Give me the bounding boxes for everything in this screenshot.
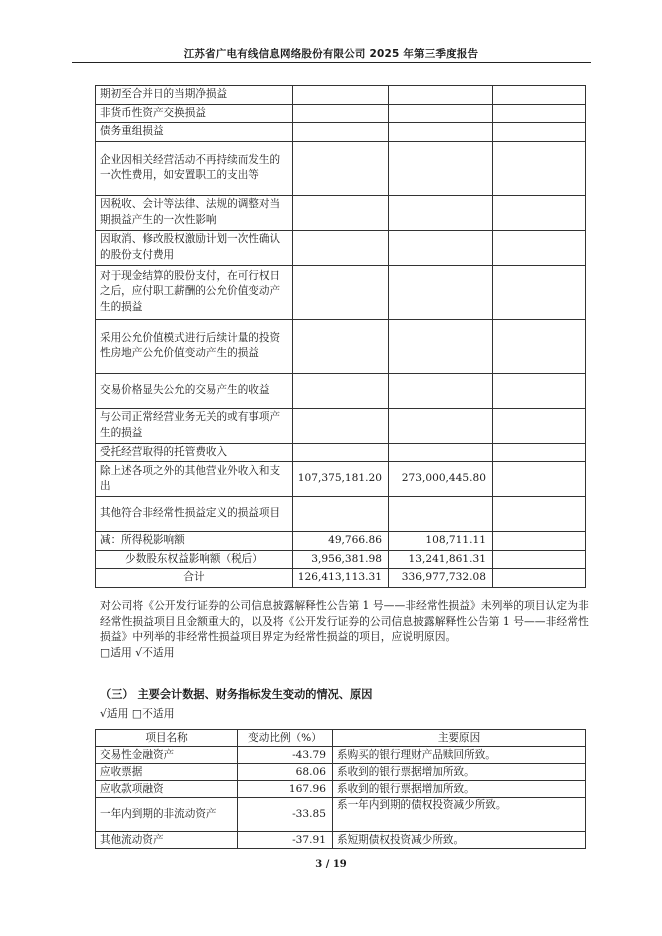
value-ytd — [389, 195, 493, 230]
main-reason: 系一年内到期的债权投资减少所致。 — [333, 798, 586, 832]
change-ratio: -33.85 — [238, 798, 333, 832]
table-row — [96, 123, 586, 142]
value-ytd — [389, 141, 493, 195]
table-row — [96, 764, 586, 781]
header-main-reason: 主要原因 — [333, 730, 586, 747]
table-row — [96, 747, 586, 764]
table-row — [96, 497, 586, 532]
value-note — [493, 265, 586, 319]
table-row — [96, 832, 586, 849]
row-label: 减：所得税影响额 — [96, 532, 293, 551]
table-row — [96, 373, 586, 408]
value-note — [493, 195, 586, 230]
value-note — [493, 569, 586, 588]
change-ratio: -43.79 — [238, 747, 333, 764]
row-label: 受托经营取得的托管费收入 — [96, 443, 293, 462]
table-row — [96, 798, 586, 832]
section-title: （三） 主要会计数据、财务指标发生变动的情况、原因 — [100, 688, 373, 701]
value-current — [293, 141, 389, 195]
value-ytd: 273,000,445.80 — [389, 462, 493, 497]
row-label: 交易价格显失公允的交易产生的收益 — [96, 373, 293, 408]
value-note — [493, 141, 586, 195]
header-item-name: 项目名称 — [96, 730, 238, 747]
row-label: 与公司正常经营业务无关的或有事项产生的损益 — [96, 408, 293, 443]
main-reason: 系购买的银行理财产品赎回所致。 — [333, 747, 586, 764]
disclosure-note: 对公司将《公开发行证券的公司信息披露解释性公告第 1 号——非经常性损益》未列举的项目认定为非经常性损益项目且金额重大的，以及将《公开发行证券的公司信息披露解释性公告第 1 号——非经常性损益》中列举的非经常性损益项目界定为经常性损益的项目，应说明原因。 — [100, 599, 589, 644]
value-ytd — [389, 104, 493, 123]
value-note — [493, 86, 586, 105]
item-name: 交易性金融资产 — [96, 747, 238, 764]
value-current — [293, 443, 389, 462]
row-label: 少数股东权益影响额（税后） — [96, 550, 293, 569]
non-recurring-gains-table — [95, 85, 586, 588]
value-note — [493, 550, 586, 569]
value-note — [493, 497, 586, 532]
value-ytd — [389, 319, 493, 373]
main-reason: 系收到的银行票据增加所致。 — [333, 764, 586, 781]
item-name: 应收票据 — [96, 764, 238, 781]
value-ytd — [389, 123, 493, 142]
row-label: 债务重组损益 — [96, 123, 293, 142]
row-label: 因税收、会计等法律、法规的调整对当期损益产生的一次性影响 — [96, 195, 293, 230]
table-row — [96, 86, 586, 105]
table-row — [96, 462, 586, 497]
row-label: 期初至合并日的当期净损益 — [96, 86, 293, 105]
row-label: 企业因相关经营活动不再持续而发生的一次性费用，如安置职工的支出等 — [96, 141, 293, 195]
value-note — [493, 123, 586, 142]
value-ytd — [389, 230, 493, 265]
item-name: 一年内到期的非流动资产 — [96, 798, 238, 832]
row-label: 采用公允价值模式进行后续计量的投资性房地产公允价值变动产生的损益 — [96, 319, 293, 373]
row-label: 对于现金结算的股份支付，在可行权日之后，应付职工薪酬的公允价值变动产生的损益 — [96, 265, 293, 319]
note-applicability: □适用 √不适用 — [100, 646, 175, 659]
table-row — [96, 550, 586, 569]
value-note — [493, 462, 586, 497]
value-note — [493, 443, 586, 462]
row-label: 因取消、修改股权激励计划一次性确认的股份支付费用 — [96, 230, 293, 265]
row-label: 除上述各项之外的其他营业外收入和支出 — [96, 462, 293, 497]
change-ratio: 68.06 — [238, 764, 333, 781]
value-ytd — [389, 497, 493, 532]
value-current — [293, 230, 389, 265]
value-current — [293, 408, 389, 443]
value-current — [293, 104, 389, 123]
report-header: 江苏省广电有线信息网络股份有限公司 2025 年第三季度报告 — [183, 48, 479, 60]
header-divider — [72, 62, 591, 63]
value-ytd: 13,241,861.31 — [389, 550, 493, 569]
header-change-ratio: 变动比例（%） — [238, 730, 333, 747]
table-row — [96, 408, 586, 443]
value-current — [293, 86, 389, 105]
item-name: 应收款项融资 — [96, 781, 238, 798]
value-note — [493, 230, 586, 265]
table-row — [96, 443, 586, 462]
page-number: 3 / 19 — [315, 859, 347, 870]
value-current — [293, 123, 389, 142]
row-label: 合计 — [96, 569, 293, 588]
value-note — [493, 532, 586, 551]
change-ratio: -37.91 — [238, 832, 333, 849]
table-row — [96, 781, 586, 798]
main-reason: 系短期债权投资减少所致。 — [333, 832, 586, 849]
row-label: 非货币性资产交换损益 — [96, 104, 293, 123]
change-ratio: 167.96 — [238, 781, 333, 798]
table-row — [96, 104, 586, 123]
value-current — [293, 195, 389, 230]
row-label: 其他符合非经常性损益定义的损益项目 — [96, 497, 293, 532]
main-reason: 系收到的银行票据增加所致。 — [333, 781, 586, 798]
value-ytd: 336,977,732.08 — [389, 569, 493, 588]
value-current — [293, 497, 389, 532]
value-ytd — [389, 373, 493, 408]
value-current — [293, 265, 389, 319]
value-note — [493, 373, 586, 408]
value-current — [293, 319, 389, 373]
table-row — [96, 141, 586, 195]
table-row — [96, 195, 586, 230]
table-row — [96, 319, 586, 373]
table-row — [96, 230, 586, 265]
item-name: 其他流动资产 — [96, 832, 238, 849]
table-row — [96, 532, 586, 551]
value-ytd — [389, 443, 493, 462]
value-current: 107,375,181.20 — [293, 462, 389, 497]
indicator-change-table — [95, 729, 586, 849]
value-note — [493, 408, 586, 443]
value-note — [493, 104, 586, 123]
value-ytd: 108,711.11 — [389, 532, 493, 551]
table-header-row — [96, 730, 586, 747]
value-current: 3,956,381.98 — [293, 550, 389, 569]
value-current: 126,413,113.31 — [293, 569, 389, 588]
table-row-total — [96, 569, 586, 588]
value-current — [293, 373, 389, 408]
value-ytd — [389, 86, 493, 105]
table-row — [96, 265, 586, 319]
value-current: 49,766.86 — [293, 532, 389, 551]
value-note — [493, 319, 586, 373]
value-ytd — [389, 265, 493, 319]
value-ytd — [389, 408, 493, 443]
section-applicability: √适用 □不适用 — [100, 707, 175, 720]
